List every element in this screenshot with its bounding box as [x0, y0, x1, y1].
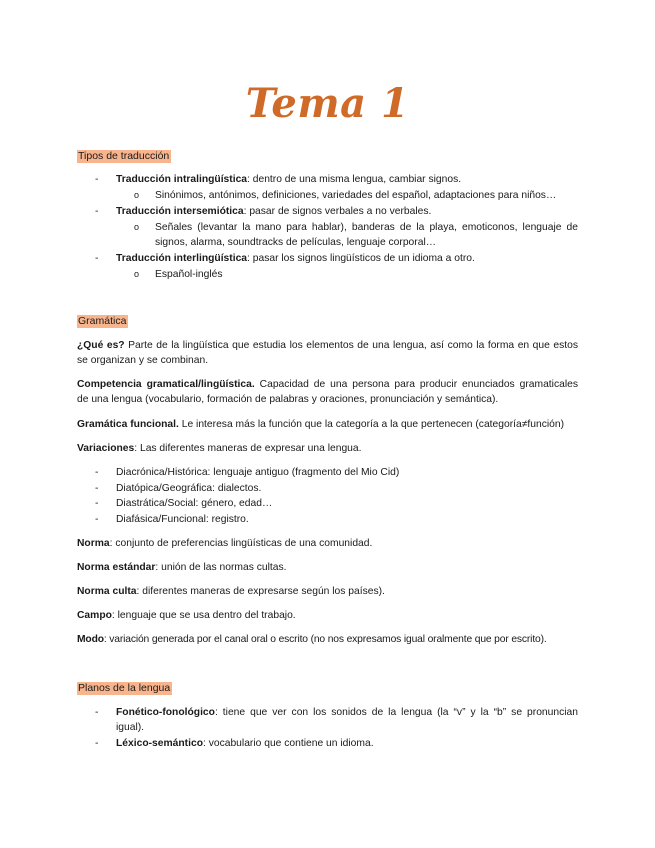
paragraph-que-es [77, 339, 578, 352]
list-item [116, 205, 431, 218]
bullet-circle: o [134, 269, 140, 279]
paragraph-campo [77, 609, 296, 622]
paragraph-norma-estandar [77, 561, 286, 574]
definition: : unión de las normas cultas. [155, 562, 287, 573]
sub-list-item: Español-inglés [155, 269, 223, 280]
paragraph-funcional [77, 418, 564, 431]
section-heading-gramatica: Gramática [78, 315, 127, 327]
definition: Capacidad de una persona para producir enunciados gramaticales [254, 379, 578, 390]
term: Léxico-semántico [116, 738, 203, 749]
section-heading-planos: Planos de la lengua [78, 682, 171, 694]
section-heading-tipos: Tipos de traducción [78, 150, 170, 162]
definition: : Las diferentes maneras de expresar una lengua. [134, 443, 362, 454]
list-item: Diafásica/Funcional: registro. [116, 514, 249, 525]
term: ¿Qué es? [77, 340, 125, 351]
list-item [116, 252, 475, 265]
bullet-dash: - [95, 514, 99, 525]
paragraph-norma [77, 537, 372, 550]
paragraph-variaciones [77, 442, 362, 455]
term: Norma culta [77, 586, 137, 597]
list-item-cont: igual). [116, 722, 145, 733]
list-item: Diastrática/Social: género, edad… [116, 498, 273, 509]
definition: : variación generada por el canal oral o escrito (no nos expresamos igual oralmente que por escrito). [103, 634, 547, 645]
term: Traducción intersemiótica [116, 206, 244, 217]
paragraph-norma-culta [77, 585, 385, 598]
bullet-circle: o [134, 222, 140, 232]
bullet-dash: - [95, 253, 99, 264]
definition: : vocabulario que contiene un idioma. [202, 738, 374, 749]
term: Fonético-fonológico [116, 707, 215, 718]
definition: Le interesa más la función que la categoría a la que pertenecen (categoría≠función) [178, 419, 565, 430]
definition: : lenguaje que se usa dentro del trabajo. [111, 610, 296, 621]
page-title: Tema 1 [245, 80, 410, 127]
term: Traducción interlingüística [116, 253, 248, 264]
term: Competencia gramatical/lingüística. [77, 379, 255, 390]
bullet-circle: o [134, 190, 140, 200]
sub-list-item: Sinónimos, antónimos, definiciones, variedades del español, adaptaciones para niños… [155, 190, 557, 201]
term: Norma estándar [77, 562, 156, 573]
list-item: Diacrónica/Histórica: lenguaje antiguo (fragmento del Mio Cid) [116, 467, 400, 478]
definition: : diferentes maneras de expresarse según los países). [136, 586, 385, 597]
definition: : tiene que ver con los sonidos de la lengua (la “v” y la “b” se pronuncian [214, 707, 578, 718]
list-item [116, 737, 374, 750]
term: Gramática funcional. [77, 419, 179, 430]
definition: : pasar de signos verbales a no verbales. [243, 206, 432, 217]
term: Variaciones [77, 443, 135, 454]
bullet-dash: - [95, 174, 99, 185]
bullet-dash: - [95, 498, 99, 509]
bullet-dash: - [95, 707, 99, 718]
term: Modo [77, 634, 104, 645]
list-item [116, 173, 461, 186]
bullet-dash: - [95, 206, 99, 217]
paragraph-modo [77, 633, 547, 646]
term: Norma [77, 538, 110, 549]
list-item: Diatópica/Geográfica: dialectos. [116, 483, 262, 494]
paragraph-competencia-cont: de una lengua (vocabulario, formación de palabras y oraciones, pronunciación y semántica). [77, 394, 499, 405]
definition: : pasar los signos lingüísticos de un idioma a otro. [247, 253, 475, 264]
sub-list-item-cont: signos, alarma, soundtracks de películas, lenguaje corporal… [155, 237, 437, 248]
term: Traducción intralingüística [116, 174, 248, 185]
bullet-dash: - [95, 738, 99, 749]
definition: : conjunto de preferencias lingüísticas de una comunidad. [109, 538, 373, 549]
sub-list-item: Señales (levantar la mano para hablar), banderas de la playa, emoticonos, lenguaje de [155, 222, 578, 233]
definition: Parte de la lingüística que estudia los elementos de una lengua, así como la forma en que estos [124, 340, 578, 351]
bullet-dash: - [95, 467, 99, 478]
bullet-dash: - [95, 483, 99, 494]
term: Campo [77, 610, 112, 621]
list-item [116, 706, 578, 719]
definition: : dentro de una misma lengua, cambiar signos. [247, 174, 462, 185]
paragraph-competencia [77, 378, 578, 391]
paragraph-que-es-cont: se organizan y se combinan. [77, 355, 209, 366]
